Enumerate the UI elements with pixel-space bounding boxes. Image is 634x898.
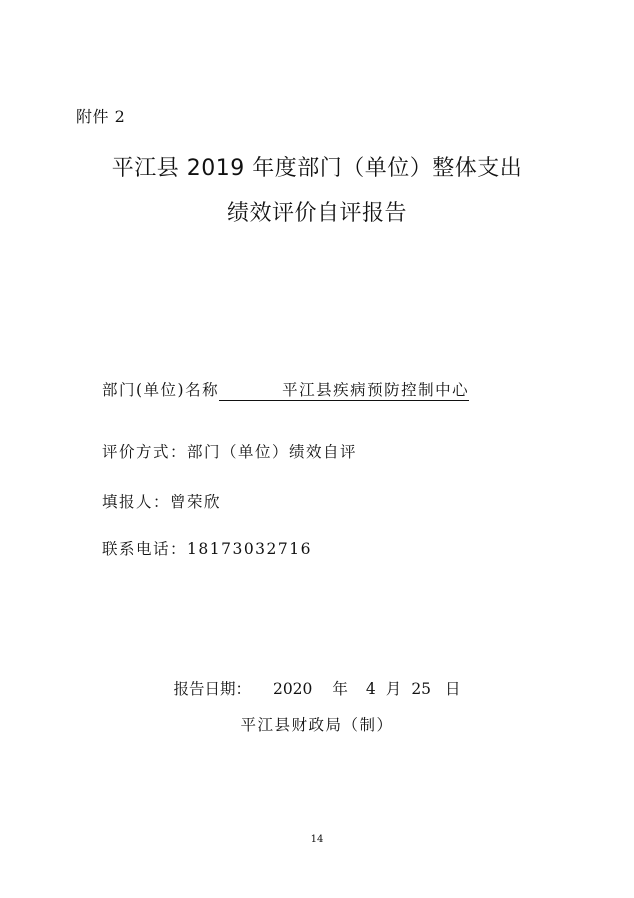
filler-row (102, 490, 221, 512)
department-row (102, 378, 469, 401)
evaluation-method-label: 评价方式： (102, 443, 188, 461)
report-date-day: 25 (411, 680, 432, 698)
filler-label: 填报人： (102, 493, 171, 511)
page-number: 14 (310, 834, 324, 845)
department-value: 平江县疾病预防控制中心 (219, 381, 469, 401)
issuer-line: 平江县财政局（制） (240, 716, 394, 734)
report-date-label: 报告日期： (173, 680, 251, 698)
report-date-day-unit: 日 (445, 680, 461, 698)
report-title-line-1: 平江县 2019 年度部门（单位）整体支出 (111, 156, 523, 181)
department-label: 部门(单位)名称 (102, 381, 220, 399)
filler-value: 曾荣欣 (170, 493, 222, 511)
report-date-year-unit: 年 (332, 680, 348, 698)
phone-value: 18173032716 (187, 540, 312, 558)
report-date-month-unit: 月 (385, 680, 402, 698)
report-date-month: 4 (365, 680, 376, 698)
report-title-line-2: 绩效评价自评报告 (226, 201, 407, 226)
phone-row (102, 537, 312, 559)
attachment-label: 附件 2 (76, 107, 126, 126)
report-date (0, 677, 634, 699)
phone-label: 联系电话： (102, 540, 188, 558)
evaluation-method-value: 部门（单位）绩效自评 (187, 443, 358, 461)
evaluation-method-row (102, 440, 357, 462)
report-date-year: 2020 (272, 680, 313, 698)
